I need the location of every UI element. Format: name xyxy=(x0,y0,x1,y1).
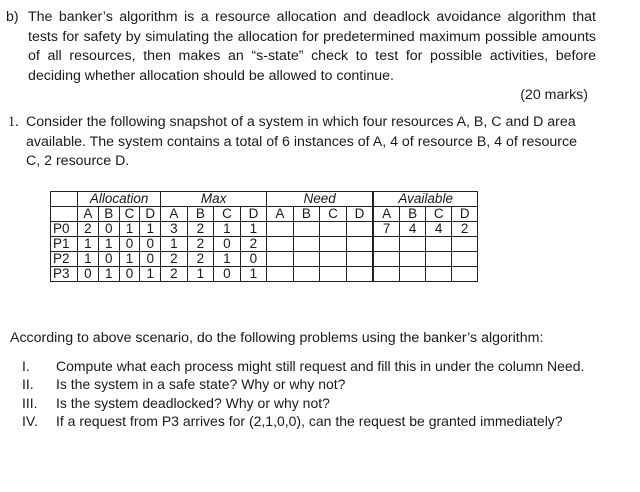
need-cell xyxy=(267,252,294,267)
max-cell: 2 xyxy=(187,222,214,237)
question-text: Consider the following snapshot of a system in which four resources A, B, C and D area available. The system contains a total of 6 instances of A, 4 of resource B, 4 of resource C, 2 resource D. xyxy=(26,114,577,170)
max-cell: 1 xyxy=(187,267,214,282)
available-cell xyxy=(426,237,452,252)
scenario-text: According to above scenario, do the following problems using the banker’s algorithm: xyxy=(10,330,544,346)
allocation-cell: 1 xyxy=(98,267,119,282)
allocation-cell: 0 xyxy=(98,252,119,267)
intro-paragraph xyxy=(6,8,596,103)
max-cell: 2 xyxy=(161,267,188,282)
allocation-cell: 1 xyxy=(78,252,99,267)
allocation-cell: 0 xyxy=(119,267,140,282)
col-header-available-b: B xyxy=(400,207,426,222)
group-header-available: Available xyxy=(373,192,478,207)
max-cell: 1 xyxy=(240,222,267,237)
allocation-cell: 0 xyxy=(140,237,161,252)
need-cell xyxy=(267,222,294,237)
available-cell xyxy=(373,237,400,252)
col-header-need-d: D xyxy=(346,207,373,222)
max-cell: 0 xyxy=(214,267,241,282)
allocation-cell: 0 xyxy=(78,267,99,282)
available-cell: 4 xyxy=(426,222,452,237)
max-cell: 2 xyxy=(240,237,267,252)
allocation-cell: 0 xyxy=(98,222,119,237)
max-cell: 1 xyxy=(214,252,241,267)
max-cell: 1 xyxy=(214,222,241,237)
available-cell xyxy=(373,252,400,267)
task-item xyxy=(22,357,612,375)
snapshot-table xyxy=(50,191,478,282)
table-row xyxy=(51,237,478,252)
col-header-max-b: B xyxy=(187,207,214,222)
col-header-allocation-d: D xyxy=(140,207,161,222)
need-cell xyxy=(267,237,294,252)
task-text: Is the system in a safe state? Why or why not? xyxy=(56,376,346,393)
available-cell xyxy=(400,252,426,267)
task-list xyxy=(22,357,612,430)
col-header-available-c: C xyxy=(426,207,452,222)
col-header-allocation-c: C xyxy=(119,207,140,222)
need-cell xyxy=(320,267,347,282)
task-text: Is the system deadlocked? Why or why not? xyxy=(56,394,330,411)
column-header-row xyxy=(51,207,478,222)
task-item xyxy=(22,375,612,393)
available-cell xyxy=(400,237,426,252)
need-cell xyxy=(293,237,320,252)
process-label: P3 xyxy=(51,267,78,282)
process-label: P0 xyxy=(51,222,78,237)
task-number: II. xyxy=(22,376,34,393)
col-header-allocation-a: A xyxy=(78,207,99,222)
max-cell: 2 xyxy=(161,252,188,267)
allocation-cell: 1 xyxy=(98,237,119,252)
marks-label: (20 marks) xyxy=(520,87,588,103)
need-cell xyxy=(346,267,373,282)
question-1 xyxy=(8,113,588,172)
allocation-cell: 2 xyxy=(78,222,99,237)
available-cell xyxy=(426,267,452,282)
need-cell xyxy=(267,267,294,282)
allocation-cell: 1 xyxy=(119,252,140,267)
intro-marker: b) xyxy=(6,9,19,25)
header-blank-cell xyxy=(51,207,78,222)
task-number: I. xyxy=(22,358,30,374)
task-item xyxy=(22,412,612,430)
col-header-need-c: C xyxy=(320,207,347,222)
table-row xyxy=(51,222,478,237)
available-cell: 4 xyxy=(400,222,426,237)
intro-text: The banker’s algorithm is a resource allocation and deadlock avoidance algorithm that tests for safety by simulating the allocation for predetermined maximum possible amounts of all resources, then makes an “s-state” check to test for possible activities, before deciding whether allocation should be allowed to continue. xyxy=(28,9,596,84)
allocation-cell: 1 xyxy=(140,222,161,237)
need-cell xyxy=(293,222,320,237)
col-header-max-a: A xyxy=(161,207,188,222)
max-cell: 3 xyxy=(161,222,188,237)
need-cell xyxy=(346,237,373,252)
available-cell xyxy=(400,267,426,282)
allocation-cell: 1 xyxy=(78,237,99,252)
available-cell: 2 xyxy=(452,222,478,237)
max-cell: 0 xyxy=(240,252,267,267)
col-header-max-c: C xyxy=(214,207,241,222)
col-header-need-a: A xyxy=(267,207,294,222)
group-header-max: Max xyxy=(161,192,267,207)
task-text: Compute what each process might still request and fill this in under the column Need. xyxy=(56,358,585,374)
available-cell: 7 xyxy=(373,222,400,237)
col-header-max-d: D xyxy=(240,207,267,222)
col-header-need-b: B xyxy=(293,207,320,222)
task-number: III. xyxy=(22,394,38,411)
need-cell xyxy=(320,222,347,237)
available-cell xyxy=(373,267,400,282)
need-cell xyxy=(346,252,373,267)
need-cell xyxy=(293,252,320,267)
col-header-allocation-b: B xyxy=(98,207,119,222)
available-cell xyxy=(452,252,478,267)
process-label: P2 xyxy=(51,252,78,267)
process-label: P1 xyxy=(51,237,78,252)
need-cell xyxy=(293,267,320,282)
allocation-cell: 1 xyxy=(140,267,161,282)
corner-cell xyxy=(51,192,78,207)
max-cell: 1 xyxy=(161,237,188,252)
col-header-available-d: D xyxy=(452,207,478,222)
available-cell xyxy=(426,252,452,267)
allocation-cell: 1 xyxy=(119,222,140,237)
group-header-need: Need xyxy=(267,192,374,207)
need-cell xyxy=(320,237,347,252)
need-cell xyxy=(320,252,347,267)
max-cell: 2 xyxy=(187,237,214,252)
max-cell: 1 xyxy=(240,267,267,282)
max-cell: 2 xyxy=(187,252,214,267)
question-marker: 1. xyxy=(8,114,19,130)
task-item xyxy=(22,394,612,412)
available-cell xyxy=(452,237,478,252)
max-cell: 0 xyxy=(214,237,241,252)
group-header-row xyxy=(51,192,478,207)
allocation-cell: 0 xyxy=(140,252,161,267)
need-cell xyxy=(346,222,373,237)
group-header-allocation: Allocation xyxy=(78,192,161,207)
task-text: If a request from P3 arrives for (2,1,0,0), can the request be granted immediately? xyxy=(56,412,563,429)
task-number: IV. xyxy=(22,412,38,429)
table-row xyxy=(51,252,478,267)
allocation-cell: 0 xyxy=(119,237,140,252)
available-cell xyxy=(452,267,478,282)
col-header-available-a: A xyxy=(373,207,400,222)
table-row xyxy=(51,267,478,282)
